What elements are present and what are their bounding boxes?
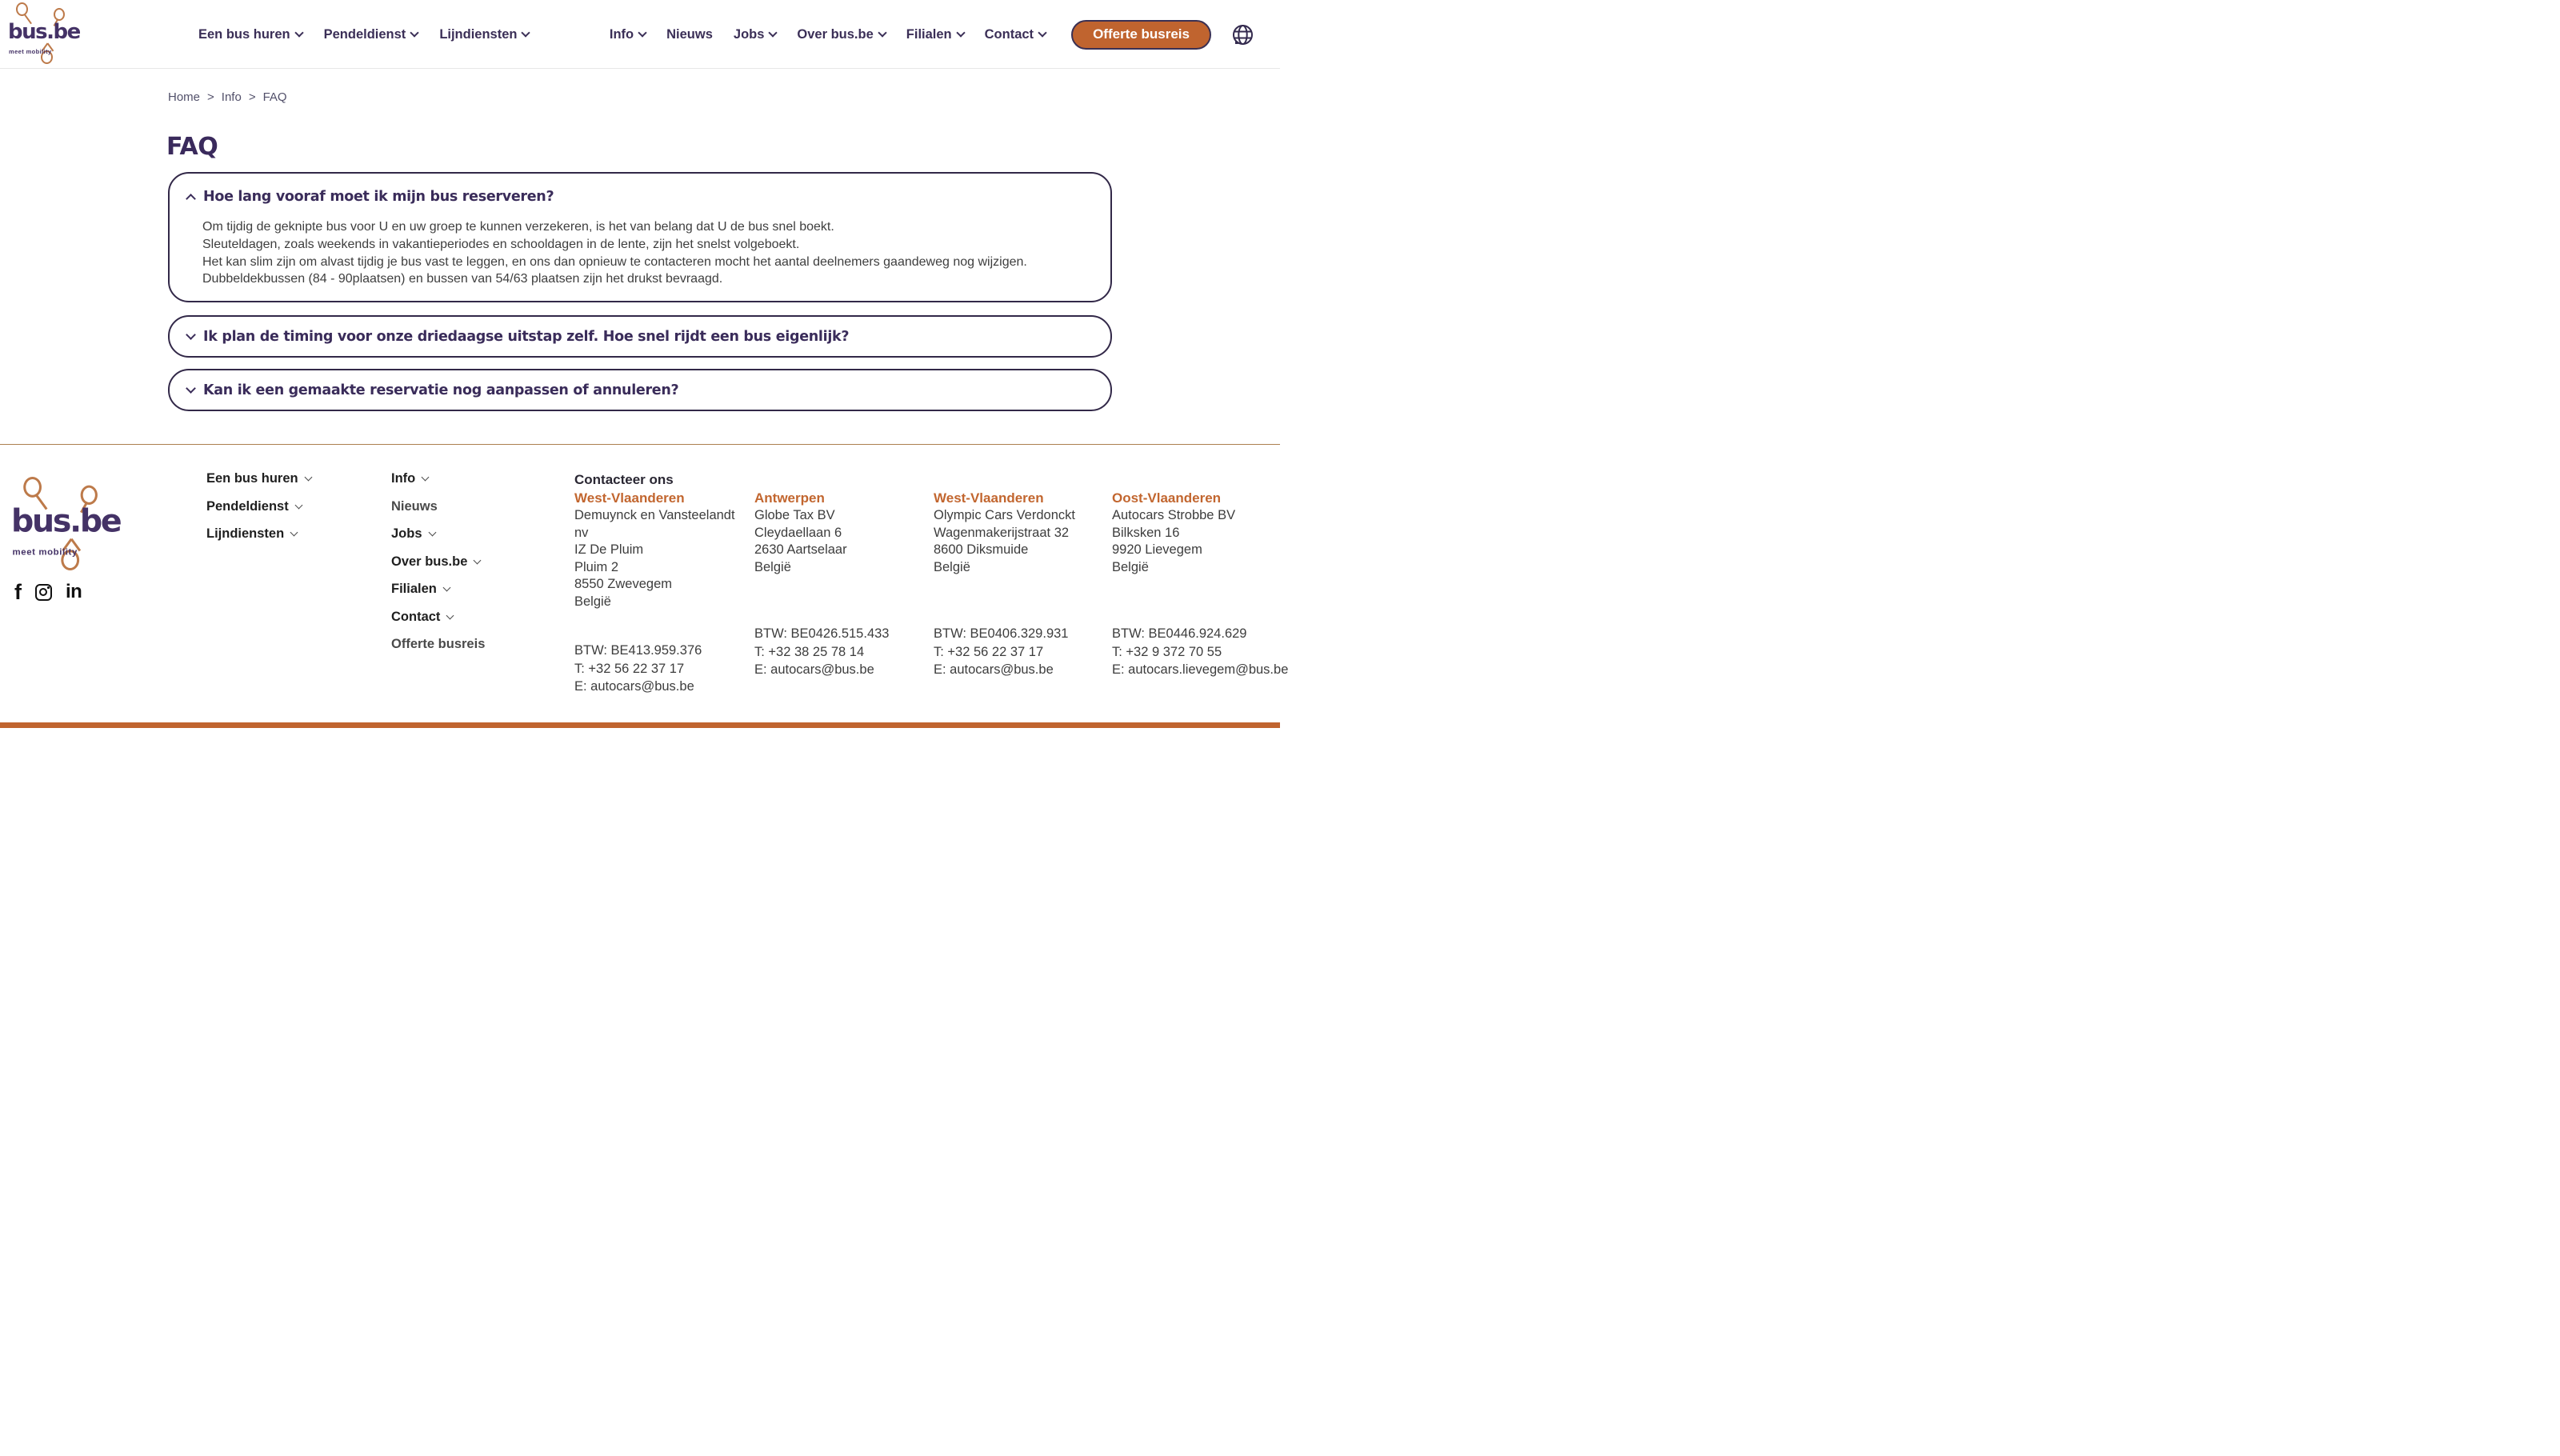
chevron-down-icon — [522, 28, 530, 37]
contact-details — [1112, 625, 1289, 679]
nav-item-pendeldienst[interactable] — [324, 27, 418, 42]
company-name: Demuynck en Vansteelandt nv — [574, 508, 735, 540]
breadcrumb-separator: > — [248, 90, 256, 104]
chevron-up-icon — [186, 194, 196, 204]
address — [574, 507, 738, 610]
site-footer — [0, 444, 1289, 722]
address-line: Bilksken 16 — [1112, 525, 1180, 540]
email-address: E: autocars@bus.be — [934, 662, 1054, 677]
logo-balloon-icon — [23, 477, 42, 498]
footer-item-offerte-busreis[interactable]: Offerte busreis — [391, 637, 486, 651]
location-card — [934, 490, 1098, 679]
nav-label: Lijndiensten — [439, 26, 518, 42]
footer-menu-secondary — [391, 470, 485, 663]
address — [1112, 507, 1284, 576]
address-line: Pluim 2 — [574, 559, 619, 574]
chevron-down-icon — [186, 383, 196, 394]
chevron-down-icon — [474, 556, 482, 564]
footer-item-info[interactable]: Info — [391, 470, 485, 487]
main-nav-left — [198, 0, 529, 69]
chevron-down-icon — [878, 28, 886, 37]
site-header — [0, 0, 1280, 69]
faq-question: Hoe lang vooraf moet ik mijn bus reserveren? — [203, 189, 554, 205]
chevron-down-icon — [186, 330, 196, 340]
chevron-down-icon — [294, 28, 303, 37]
footer-brand-logo[interactable] — [11, 477, 123, 582]
contact-details — [574, 642, 738, 696]
breadcrumb — [168, 90, 287, 104]
footer-menu-primary — [206, 470, 311, 553]
address-line: België — [754, 559, 791, 574]
main-nav-right — [610, 0, 1254, 69]
logo-balloon-icon — [16, 2, 28, 16]
faq-answer-line: Dubbeldekbussen (84 - 90plaatsen) en bussen van 54/63 plaatsen zijn het drukst bevraagd. — [202, 272, 723, 286]
chevron-down-icon — [294, 501, 302, 509]
faq-item-collapsed — [168, 315, 1112, 358]
footer-item-filialen[interactable]: Filialen — [391, 580, 485, 598]
breadcrumb-current: FAQ — [262, 90, 287, 104]
company-name: Autocars Strobbe BV — [1112, 508, 1236, 522]
footer-item-lijndiensten[interactable]: Lijndiensten — [206, 525, 311, 542]
brand-name: bus.be — [8, 20, 80, 44]
company-name: Globe Tax BV — [754, 508, 835, 522]
address-line: België — [934, 559, 970, 574]
address-line: Wagenmakerijstraat 32 — [934, 525, 1070, 540]
btw-number: BTW: BE0446.924.629 — [1112, 626, 1247, 641]
logo-balloon-icon — [54, 8, 65, 21]
faq-question-toggle[interactable] — [170, 174, 1110, 205]
nav-label: Info — [609, 26, 634, 42]
nav-item-info[interactable] — [610, 27, 646, 42]
region-title: West-Vlaanderen — [934, 490, 1044, 506]
contact-heading: Contacteer ons — [574, 472, 674, 487]
address-line: 8600 Diksmuide — [934, 542, 1029, 557]
faq-answer-line: Het kan slim zijn om alvast tijdig je bus vast te leggen, en ons dan opnieuw te contacteren mocht het aantal deelnemers gaandeweg nog wijzigen. — [202, 254, 1027, 269]
contact-details — [754, 625, 918, 679]
nav-item-over-busbe[interactable] — [797, 27, 885, 42]
company-name: Olympic Cars Verdonckt — [934, 508, 1075, 522]
chevron-down-icon — [428, 529, 436, 537]
chevron-down-icon — [446, 611, 454, 619]
faq-answer — [202, 218, 1086, 288]
location-card — [1112, 490, 1289, 679]
nav-item-een-bus-huren[interactable] — [198, 27, 302, 42]
faq-question: Ik plan de timing voor onze driedaagse uitstap zelf. Hoe snel rijdt een bus eigenlijk? — [203, 328, 850, 345]
email-address: E: autocars@bus.be — [754, 662, 874, 677]
page-title: FAQ — [166, 133, 218, 161]
address — [754, 507, 918, 576]
facebook-icon[interactable]: f — [14, 580, 22, 604]
phone-number: T: +32 56 22 37 17 — [574, 661, 685, 676]
nav-item-lijndiensten[interactable] — [439, 27, 529, 42]
phone-number: T: +32 56 22 37 17 — [934, 644, 1044, 659]
faq-question-toggle[interactable] — [170, 317, 1110, 356]
breadcrumb-separator: > — [207, 90, 214, 104]
nav-label: Filialen — [906, 26, 952, 42]
chevron-down-icon — [638, 28, 646, 37]
nav-label: Een bus huren — [198, 26, 290, 42]
nav-label: Pendeldienst — [323, 26, 406, 42]
region-title: West-Vlaanderen — [574, 490, 685, 506]
btw-number: BTW: BE0426.515.433 — [754, 626, 890, 641]
brand-logo[interactable] — [8, 2, 82, 71]
faq-item-expanded — [168, 172, 1112, 302]
address-line: Cleydaellaan 6 — [754, 525, 842, 540]
faq-answer-line: Sleuteldagen, zoals weekends in vakantieperiodes en schooldagen in de lente, zijn het snelst volgeboekt. — [202, 237, 800, 251]
phone-number: T: +32 9 372 70 55 — [1112, 644, 1222, 659]
footer-item-nieuws[interactable]: Nieuws — [391, 498, 438, 514]
nav-label: Nieuws — [666, 26, 713, 42]
locations — [574, 490, 1289, 722]
faq-question-toggle[interactable] — [170, 370, 1110, 410]
nav-label: Jobs — [733, 26, 765, 42]
email-address: E: autocars.lievegem@bus.be — [1112, 662, 1289, 677]
region-title: Oost-Vlaanderen — [1112, 490, 1222, 506]
nav-label: Over bus.be — [797, 26, 874, 42]
btw-number: BTW: BE413.959.376 — [574, 643, 702, 658]
language-globe-icon[interactable] — [1232, 24, 1254, 46]
breadcrumb-info[interactable]: Info — [221, 90, 242, 104]
logo-balloon-icon — [81, 486, 98, 505]
nav-item-nieuws[interactable] — [666, 27, 713, 42]
chevron-down-icon — [442, 584, 450, 592]
chevron-down-icon — [290, 529, 298, 537]
region-title: Antwerpen — [754, 490, 825, 506]
location-card — [574, 490, 738, 696]
address-line: 2630 Aartselaar — [754, 542, 847, 557]
chevron-down-icon — [1038, 28, 1046, 37]
nav-label: Contact — [984, 26, 1034, 42]
breadcrumb-home[interactable]: Home — [168, 90, 201, 104]
address-line: IZ De Pluim — [574, 542, 644, 557]
chevron-down-icon — [956, 28, 965, 37]
brand-tagline: meet mobility — [12, 546, 78, 558]
address-line: 9920 Lievegem — [1112, 542, 1202, 557]
address — [934, 507, 1098, 576]
contact-details — [934, 625, 1098, 679]
btw-number: BTW: BE0406.329.931 — [934, 626, 1069, 641]
instagram-icon[interactable] — [35, 584, 52, 601]
brand-tagline: meet mobility — [9, 48, 52, 55]
address-line: 8550 Zwevegem — [574, 577, 672, 591]
faq-question: Kan ik een gemaakte reservatie nog aanpassen of annuleren? — [203, 382, 679, 398]
faq-answer-line: Om tijdig de geknipte bus voor U en uw groep te kunnen verzekeren, is het van belang dat U de bus snel boekt. — [202, 220, 834, 234]
address-line: België — [1112, 559, 1149, 574]
phone-number: T: +32 38 25 78 14 — [754, 644, 865, 659]
email-address: E: autocars@bus.be — [574, 679, 694, 694]
address-line: België — [574, 594, 611, 609]
footer-item-een-bus-huren[interactable]: Een bus huren — [206, 470, 311, 487]
linkedin-icon[interactable]: in — [66, 581, 82, 602]
chevron-down-icon — [422, 474, 430, 482]
footer-item-contact[interactable]: Contact — [391, 608, 485, 626]
footer-item-jobs[interactable]: Jobs — [391, 525, 485, 542]
social-links — [14, 582, 82, 602]
brand-name: bus.be — [11, 503, 121, 541]
chevron-down-icon — [769, 28, 778, 37]
footer-item-over-busbe[interactable]: Over bus.be — [391, 553, 485, 570]
nav-item-jobs[interactable] — [734, 27, 777, 42]
nav-item-contact[interactable] — [985, 27, 1046, 42]
chevron-down-icon — [410, 28, 419, 37]
faq-item-collapsed — [168, 369, 1112, 411]
nav-item-filialen[interactable] — [906, 27, 964, 42]
footer-accent-bar — [0, 722, 1280, 728]
location-card — [754, 490, 918, 679]
offerte-busreis-button[interactable]: Offerte busreis — [1071, 20, 1211, 50]
footer-item-pendeldienst[interactable]: Pendeldienst — [206, 498, 311, 515]
chevron-down-icon — [304, 474, 312, 482]
